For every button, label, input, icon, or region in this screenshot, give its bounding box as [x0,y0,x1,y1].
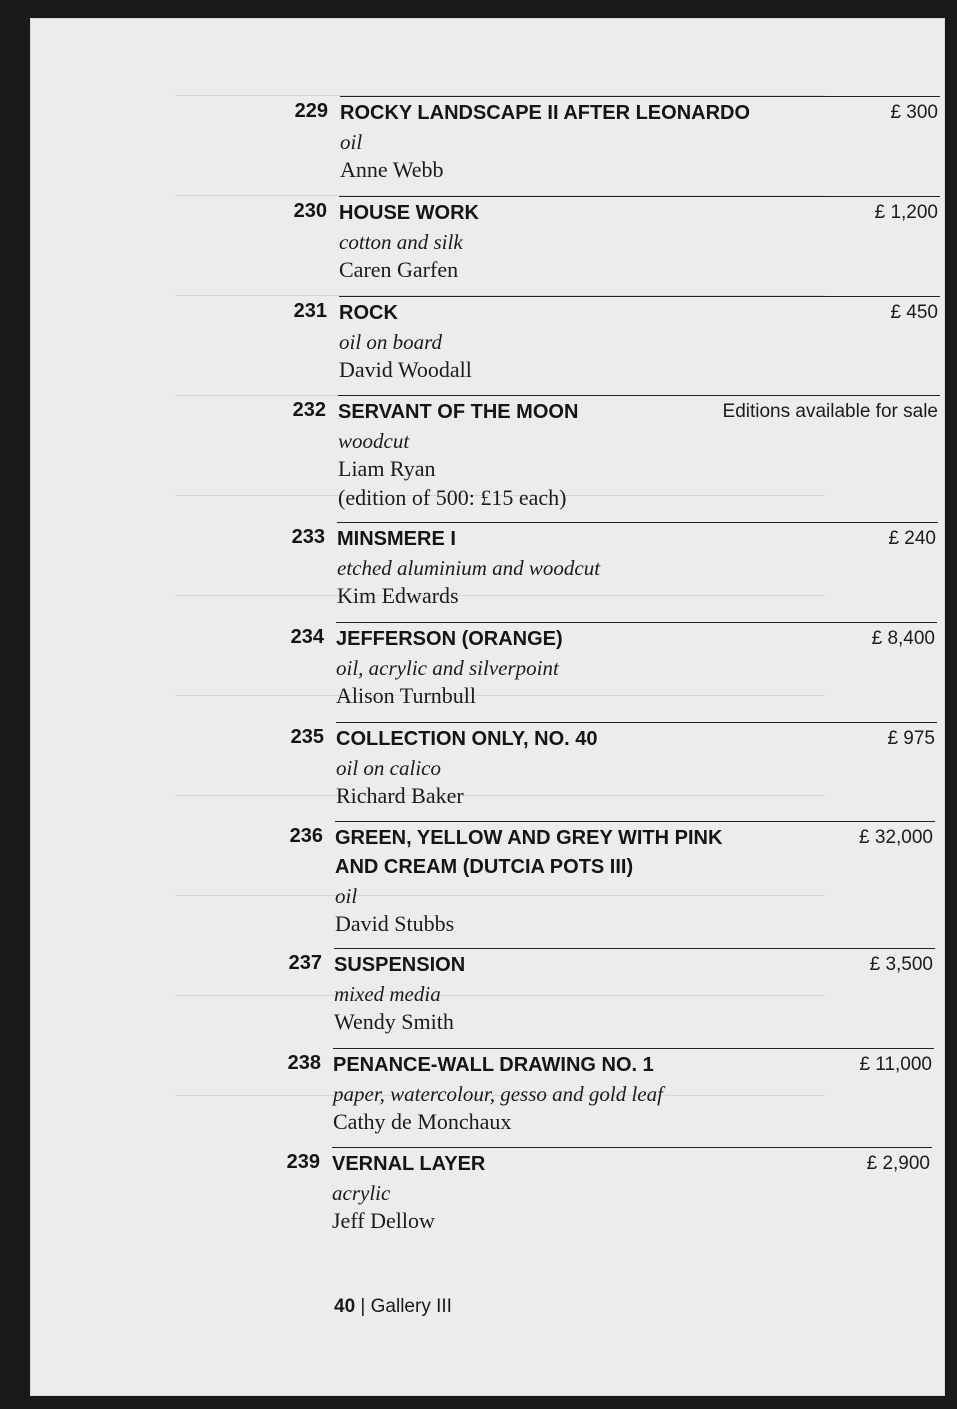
entry-rule [336,722,937,723]
entry-medium: paper, watercolour, gesso and gold leaf [333,1082,663,1106]
entry-title-line: VERNAL LAYER [332,1153,486,1175]
entry-rule [336,622,937,623]
entry-title-line: AND CREAM (DUTCIA POTS III) [335,856,634,878]
entry-artist: Richard Baker [336,783,464,808]
entry-price: £ 450 [890,302,938,323]
entry-title [336,625,796,654]
entry-rule [338,395,940,396]
entry-rule [332,1147,932,1148]
entry-title-line: COLLECTION ONLY, NO. 40 [336,728,598,750]
entry-price: £ 3,500 [869,954,933,975]
entry-medium: oil on board [339,330,443,354]
entry-medium: woodcut [338,429,410,453]
entry-number: 231 [293,300,327,322]
entry-title-line: ROCKY LANDSCAPE II AFTER LEONARDO [340,102,751,124]
entry-title-line: PENANCE-WALL DRAWING NO. 1 [333,1054,654,1076]
entry-price: £ 240 [888,528,936,549]
entry-price: Editions available for sale [722,401,938,422]
entry-medium: oil [340,130,363,154]
entry-number: 233 [291,526,325,548]
entry-number: 236 [289,825,323,847]
page-footer [334,1296,452,1318]
entry-medium: oil [335,884,358,908]
entry-artist: David Stubbs [335,911,455,936]
entry-artist: Jeff Dellow [332,1208,435,1233]
page-number: 40 [334,1296,356,1317]
entry-number: 229 [294,100,328,122]
entry-title-line: SUSPENSION [334,954,466,976]
entry-rule [334,948,935,949]
entry-title [335,824,795,882]
entry-artist: Anne Webb [340,157,444,182]
entry-medium: oil, acrylic and silverpoint [336,656,559,680]
entry-rule [337,522,938,523]
entry-medium: acrylic [332,1181,391,1205]
entry-number: 234 [290,626,324,648]
entry-artist: Caren Garfen [339,257,459,282]
entry-title [340,99,800,128]
entry-title-line: GREEN, YELLOW AND GREY WITH PINK [335,827,723,849]
entry-price: £ 300 [890,102,938,123]
entry-title [337,525,797,554]
section-name: Gallery III [370,1296,452,1317]
entry-number: 237 [288,952,322,974]
entry-price: £ 32,000 [859,827,933,848]
entry-price: £ 1,200 [874,202,938,223]
entry-title [336,725,796,754]
entry-medium: oil on calico [336,756,441,780]
entry-rule [340,96,940,97]
entry-price: £ 8,400 [871,628,935,649]
entry-price: £ 975 [887,728,935,749]
entry-rule [339,296,940,297]
entry-artist: Alison Turnbull [336,683,476,708]
entry-rule [335,821,935,822]
entry-title-line: MINSMERE I [337,528,456,550]
entry-title [339,199,799,228]
entry-artist: Liam Ryan [338,456,436,481]
entry-note: (edition of 500: £15 each) [338,485,567,510]
entry-title-line: JEFFERSON (ORANGE) [336,628,563,650]
entry-rule [339,196,940,197]
entry-number: 232 [292,399,326,421]
entry-number: 230 [293,200,327,222]
entry-title [334,951,794,980]
entry-artist: Cathy de Monchaux [333,1109,512,1134]
entry-price: £ 2,900 [866,1153,930,1174]
entry-artist: David Woodall [339,357,472,382]
entry-number: 239 [286,1151,320,1173]
entry-title [332,1150,792,1179]
footer-separator: | [360,1296,366,1317]
entry-title [339,299,799,328]
entry-artist: Wendy Smith [334,1009,454,1034]
entry-title-line: SERVANT OF THE MOON [338,401,579,423]
entry-artist: Kim Edwards [337,583,459,608]
entry-number: 235 [290,726,324,748]
entry-title-line: HOUSE WORK [339,202,479,224]
entry-medium: etched aluminium and woodcut [337,556,601,580]
entry-title-line: ROCK [339,302,398,324]
entry-rule [333,1048,934,1049]
entry-price: £ 11,000 [859,1054,932,1075]
entry-medium: mixed media [334,982,441,1006]
entry-title [333,1051,793,1080]
entry-number: 238 [287,1052,321,1074]
entry-medium: cotton and silk [339,230,463,254]
